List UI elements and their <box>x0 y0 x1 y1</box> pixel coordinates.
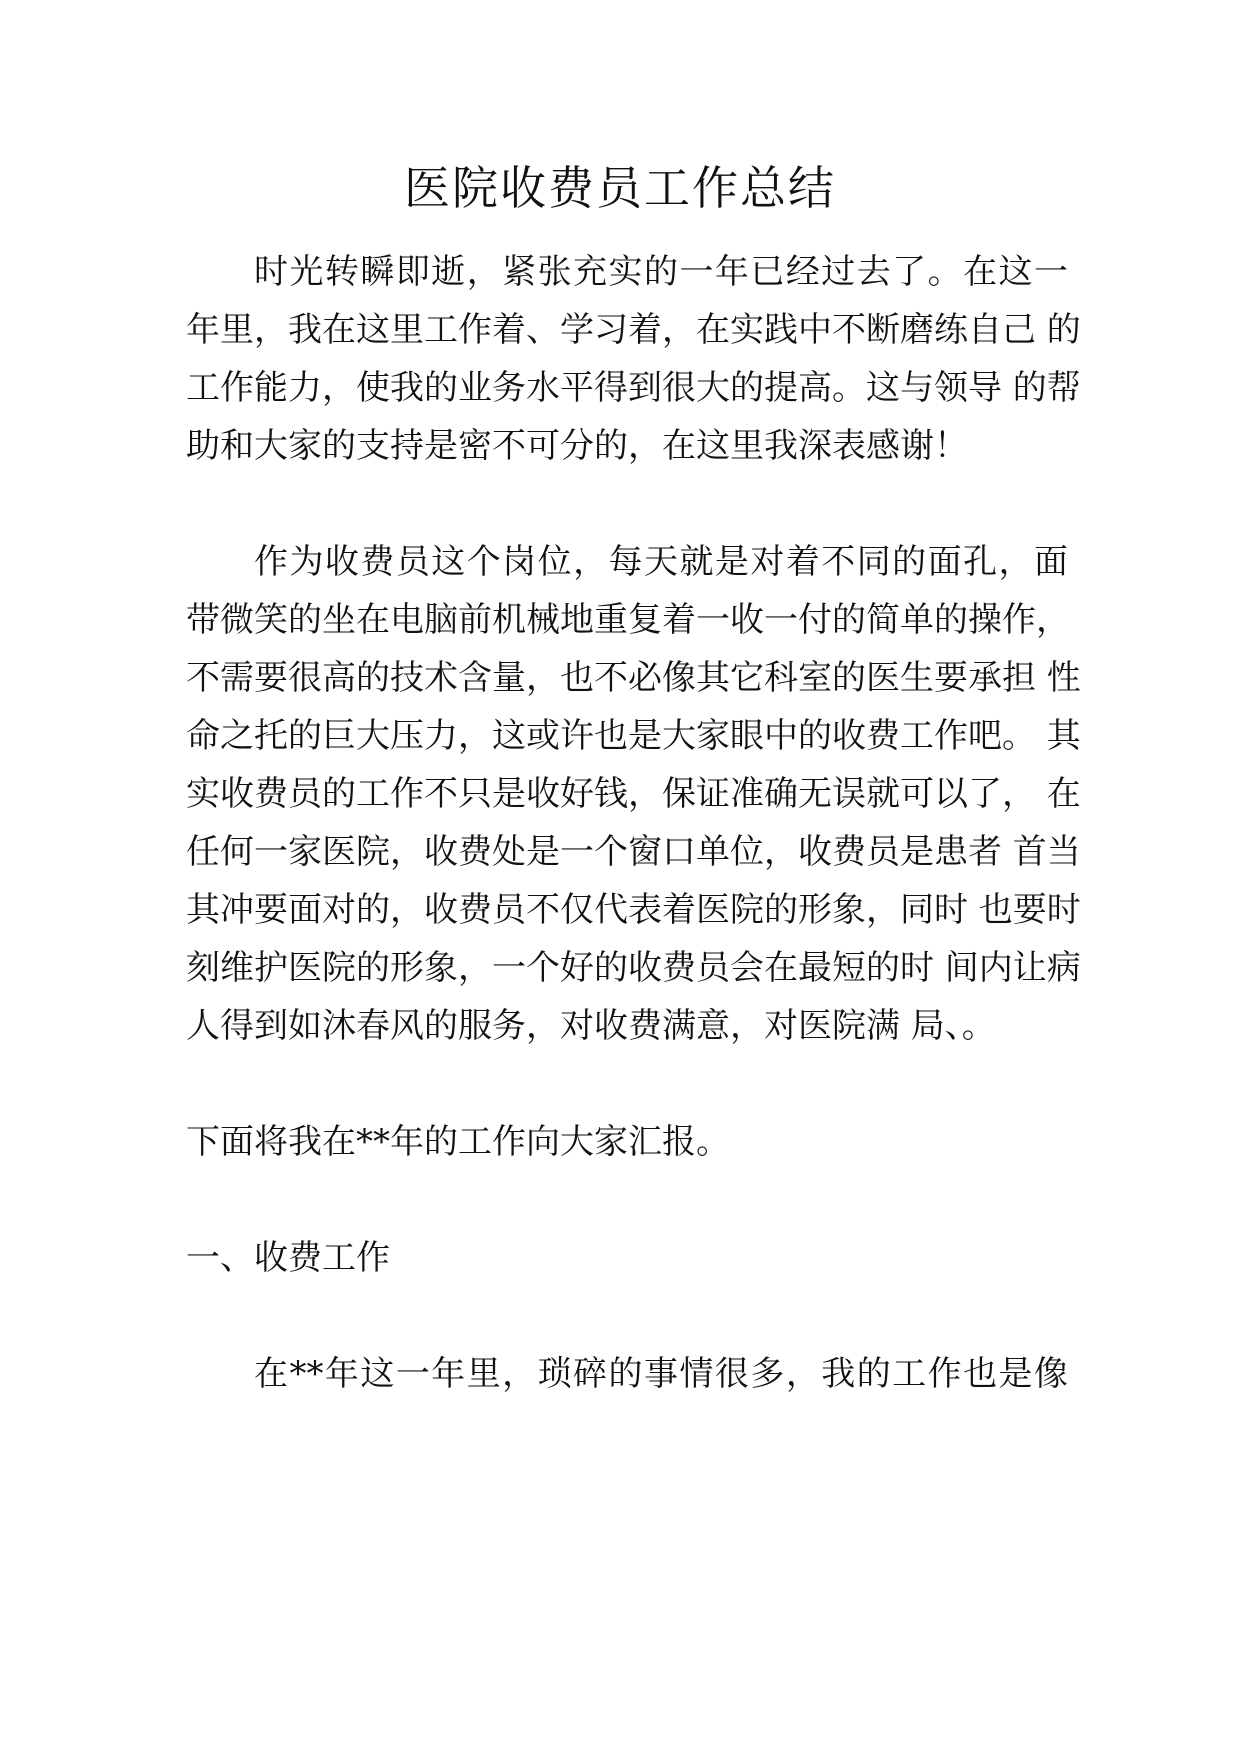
paragraph-2-line-6: 任何一家医院，收费处是一个窗口单位，收费员是患者 首当 <box>186 832 1081 872</box>
paragraph-3: 下面将我在**年的工作向大家汇报。 <box>186 1122 730 1162</box>
section-heading: 一、收费工作 <box>186 1238 390 1278</box>
paragraph-1-line-1: 时光转瞬即逝，紧张充实的一年已经过去了。在这一 <box>254 252 1068 292</box>
paragraph-4-line-1: 在**年这一年里，琐碎的事情很多，我的工作也是像 <box>254 1354 1068 1394</box>
document-title: 医院收费员工作总结 <box>404 161 836 215</box>
paragraph-1-line-3: 工作能力，使我的业务水平得到很大的提高。这与领导 的帮 <box>186 368 1081 408</box>
paragraph-2-line-2: 带微笑的坐在电脑前机械地重复着一收一付的简单的操作， <box>186 600 1070 640</box>
paragraph-1-line-2: 年里，我在这里工作着、学习着，在实践中不断磨练自己 的 <box>186 310 1081 350</box>
paragraph-2-line-8: 刻维护医院的形象，一个好的收费员会在最短的时 间内让病 <box>186 948 1081 988</box>
paragraph-1-line-4: 助和大家的支持是密不可分的，在这里我深表感谢！ <box>186 426 968 466</box>
paragraph-2-line-5: 实收费员的工作不只是收好钱，保证准确无误就可以了， 在 <box>186 774 1081 814</box>
paragraph-2-line-1: 作为收费员这个岗位，每天就是对着不同的面孔，面 <box>254 542 1068 582</box>
paragraph-2-line-7: 其冲要面对的，收费员不仅代表着医院的形象，同时 也要时 <box>186 890 1081 930</box>
paragraph-2-line-9: 人得到如沐春风的服务，对收费满意，对医院满 局、。 <box>186 1006 996 1046</box>
paragraph-2-line-3: 不需要很高的技术含量，也不必像其它科室的医生要承担 性 <box>186 658 1081 698</box>
paragraph-2-line-4: 命之托的巨大压力，这或许也是大家眼中的收费工作吧。 其 <box>186 716 1081 756</box>
